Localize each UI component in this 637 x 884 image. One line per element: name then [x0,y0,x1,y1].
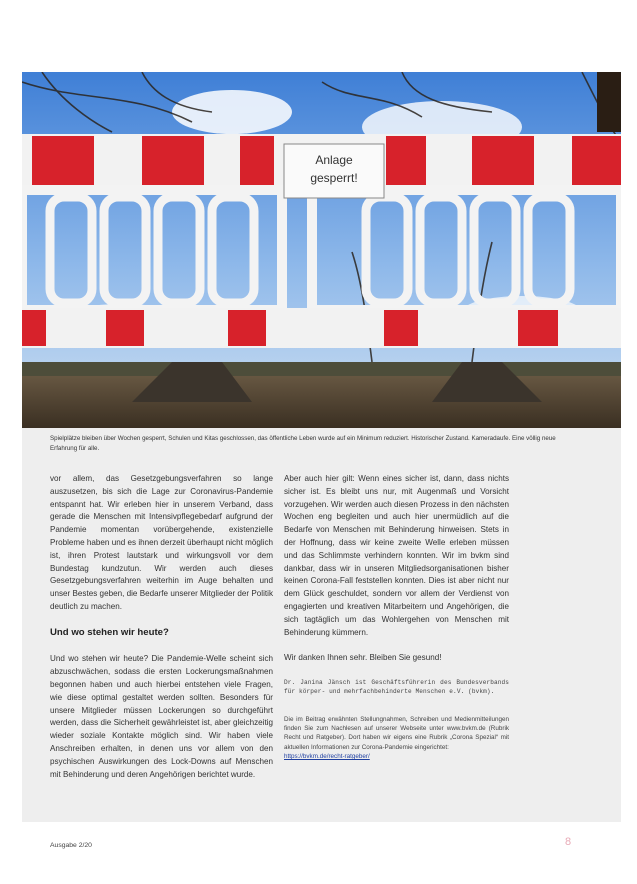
info-note [284,715,509,762]
info-note-text: Die im Beitrag erwähnten Stellungnahmen, Schreiben und Medienmitteilungen finden Sie zum Nachlesen auf unserer Webseite unter www.bvkm.de (Rubrik Recht und Ratgeber). Dort haben wir eigens eine Rubrik „Corona Spezial“ mit aktuellen Informationen zur Corona-Pandemie eingerichtet: [284,715,509,751]
sign-line-1: Anlage [315,153,353,167]
right-paragraph-1: Aber auch hier gilt: Wenn eines sicher ist, dann, dass nichts sicher ist. Es bleibt uns nur, mit Augenmaß und Vorsicht vorzugehen. Wir werden auch diesen Prozess in den nächsten Wochen eng begleiten und auch hier unermüdlich auf die Bedarfe von Menschen mit Behinderung hinweisen. Stets in der Hoffnung, dass wir keine zweite Welle erleben müssen und das Schlimmste verhindern konnten. Wir im bvkm sind dankbar, dass wir in unseren Mitgliedsorganisationen bisher keinen Corona-Fall feststellen konnten. Dies ist aber nicht nur dem Glück geschuldet, sondern vor allem der Verdienst von engagierten und kreativen Mitarbeitern und Angehörigen, die sich tagtäglich um das Wohlergehen von Menschen mit Behinderung kümmern. [284,474,509,637]
photo-caption: Spielplätze bleiben über Wochen gesperrt, Schulen und Kitas geschlossen, das öffentliche Leben wurde auf ein Minimum reduziert. Historischer Zustand. Kameradaufe. Eine völlig neue Erfahrung für alle. [50,435,556,452]
page-number: 8 [565,836,572,848]
section-heading: Und wo stehen wir heute? [50,626,169,638]
right-paragraph-2: Wir danken Ihnen sehr. Bleiben Sie gesund! [284,653,442,663]
issue-label: Ausgabe 2/20 [50,842,92,849]
left-paragraph-1: vor allem, das Gesetzgebungsverfahren so lange auszusetzen, bis sich die Lage zur Coronavirus-Pandemie entspannt hat. Wir erleben hier in unserem Verband, dass gerade die Menschen mit Intensivpflegebedarf aufgrund der Pandemie momentan vorübergehende, existenzielle Probleme haben und es ihnen derzeit überhaupt nicht möglich ist, ihren Protest lautstark und wirkungsvoll vor dem Bundestag kundzutun. Wir werden auch dieses Gesetzgebungsverfahren weiterhin im Auge behalten und unser Bestes geben, die Bedarfe unserer Mitglieder der Politik deutlich zu machen. [50,474,273,611]
right-column [284,473,509,762]
barrier-photo [22,72,621,428]
author-note: Dr. Janina Jänsch ist Geschäftsführerin des Bundesverbands für körper- und mehrfachbehinderte Menschen e.V. (bvkm). [284,678,509,696]
info-note-link[interactable]: https://bvkm.de/recht-ratgeber/ [284,753,370,761]
left-column [50,473,273,794]
sign-line-2: gesperrt! [310,171,358,185]
left-paragraph-2: Und wo stehen wir heute? Die Pandemie-Welle scheint sich abzuschwächen, sodass die ersten Lockerungsmaßnahmen begonnen haben und auch hierbei entstehen viele Fragen, wie diese optimal gestaltet werden sollten. Besonders für unsere Mitglieder müssen Lockerungen so durchgeführt werden, dass die Sicherheit gewährleistet ist, aber gleichzeitig wieder soziale Kontakte möglich sind. Wir haben viele Anschreiben erhalten, in denen uns vor allem von den psychischen Auswirkungen des Lock-Downs auf Menschen mit Behinderung und deren Angehörigen berichtet wurde. [50,654,273,779]
